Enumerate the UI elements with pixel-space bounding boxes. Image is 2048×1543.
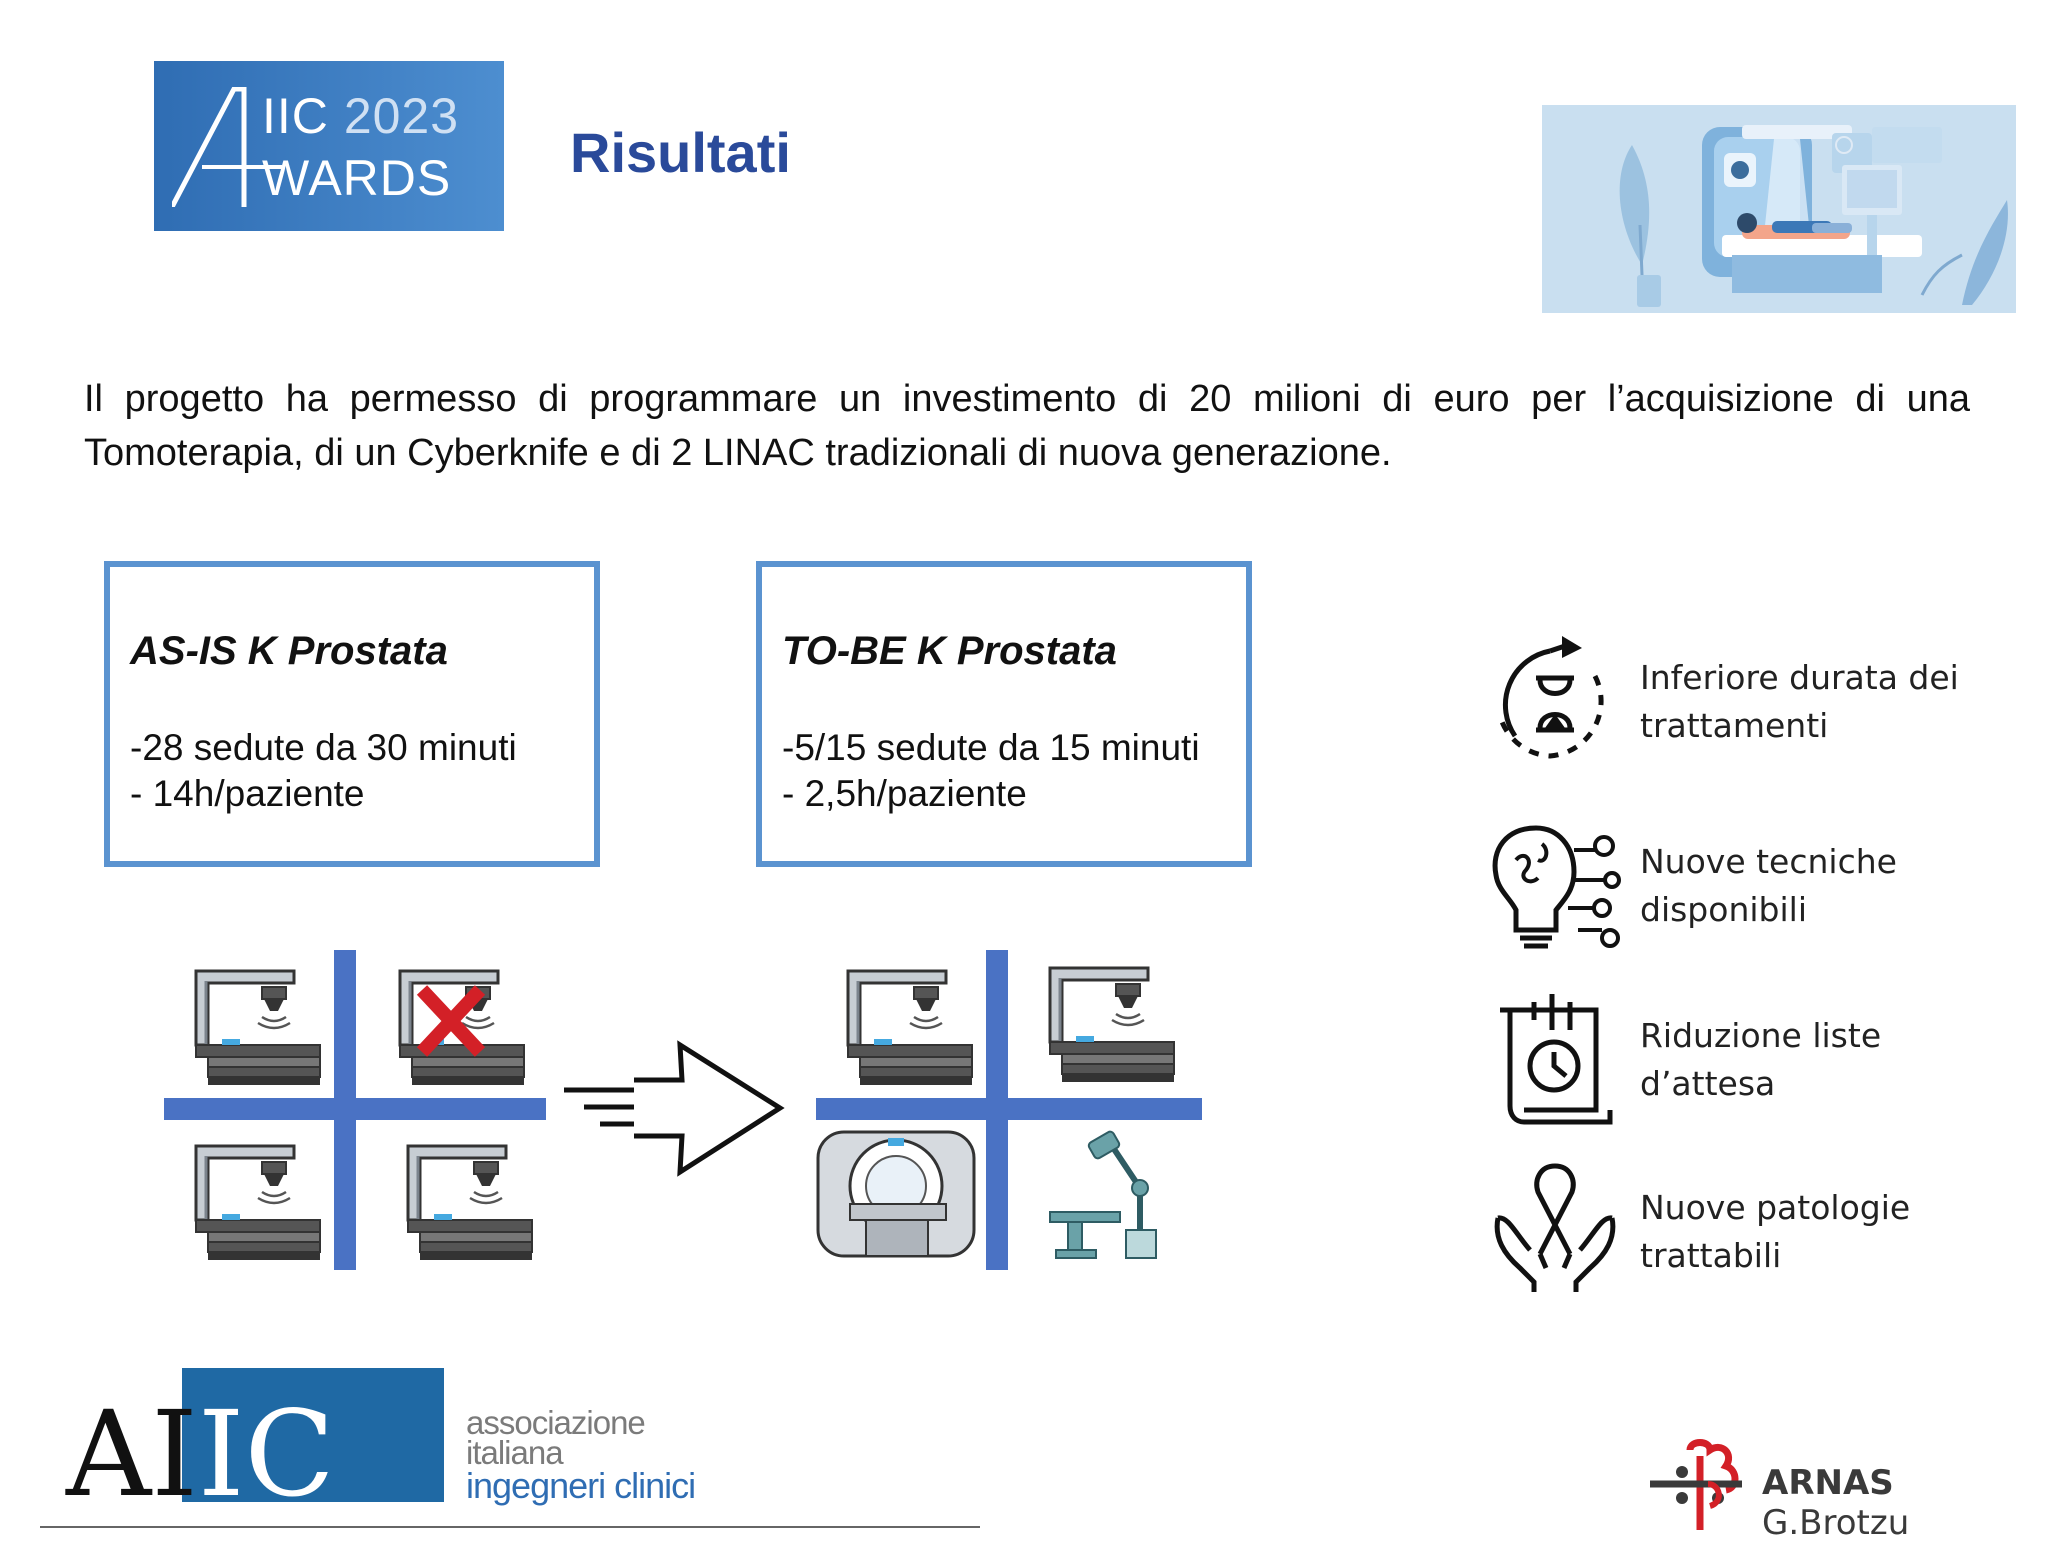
arnas-logo-icon [1650, 1436, 1750, 1532]
benefit-3-line2: d’attesa [1640, 1064, 1776, 1103]
benefit-1-line2: trattamenti [1640, 706, 1829, 745]
to-be-line1: -5/15 sedute da 15 minuti [782, 727, 1200, 768]
benefit-4-text [1640, 1184, 1910, 1280]
to-be-title: TO-BE K Prostata [782, 629, 1117, 673]
as-is-title: AS-IS K Prostata [130, 629, 448, 673]
arnas-logo-text [1762, 1463, 2048, 1543]
as-is-grid [164, 950, 546, 1270]
clock-list-icon [1496, 990, 1616, 1130]
linac-1-icon [196, 971, 320, 1085]
benefit-3-text [1640, 1012, 1881, 1108]
linac-new-1-icon [848, 971, 972, 1085]
linac-3-icon [196, 1146, 320, 1260]
assoc-line3: ingegneri clinici [466, 1465, 696, 1506]
tomotherapy-icon [818, 1132, 974, 1256]
hourglass-cycle-icon [1490, 636, 1620, 770]
to-be-line2: - 2,5h/paziente [782, 773, 1027, 814]
intro-paragraph: Il progetto ha permesso di programmare un investimento di 20 milioni di euro per l’acquisizione di una Tomoterapia, di un Cyberknife e di 2 LINAC tradizionali di nuova generazione. [84, 378, 1970, 474]
linac-diagram [150, 940, 1230, 1280]
as-is-line1: -28 sedute da 30 minuti [130, 727, 517, 768]
arnas-rest: G.Brotzu [1762, 1503, 1910, 1543]
linac-new-2-icon [1050, 968, 1174, 1082]
benefit-1-line1: Inferiore durata dei [1640, 658, 1959, 697]
ribbon-hands-icon [1490, 1158, 1620, 1298]
linac-4-icon [408, 1146, 532, 1260]
assoc-line1: associazione [466, 1404, 645, 1441]
benefit-2-line1: Nuove tecniche [1640, 842, 1897, 881]
as-is-box [104, 561, 600, 867]
benefit-1-text [1640, 654, 1959, 750]
brain-bulb-icon [1486, 820, 1622, 956]
to-be-grid [816, 950, 1202, 1270]
assoc-line2: italiana [466, 1434, 563, 1471]
aiic-awards-logo [154, 61, 504, 231]
awards-logo-year: 2023 [343, 88, 460, 144]
arnas-bold: ARNAS [1762, 1463, 1894, 1503]
cyberknife-robot-icon [1050, 1130, 1156, 1258]
awards-logo-line2: WARDS [262, 150, 452, 206]
benefit-2-line2: disponibili [1640, 890, 1807, 929]
page-title: Risultati [570, 121, 791, 184]
benefit-3-line1: Riduzione liste [1640, 1016, 1882, 1055]
benefit-2-text [1640, 838, 1897, 934]
radiotherapy-illustration [1542, 105, 2016, 313]
aiic-logo: AIIC [66, 1385, 335, 1523]
benefit-4-line2: trattabili [1640, 1236, 1782, 1275]
awards-logo-iic: IIC [262, 88, 329, 144]
benefit-4-line1: Nuove patologie [1640, 1188, 1911, 1227]
to-be-box [756, 561, 1252, 867]
footer-divider [40, 1526, 980, 1528]
as-is-line2: - 14h/paziente [130, 773, 365, 814]
awards-logo-line1 [262, 88, 460, 144]
transition-arrow-icon [564, 1045, 780, 1172]
